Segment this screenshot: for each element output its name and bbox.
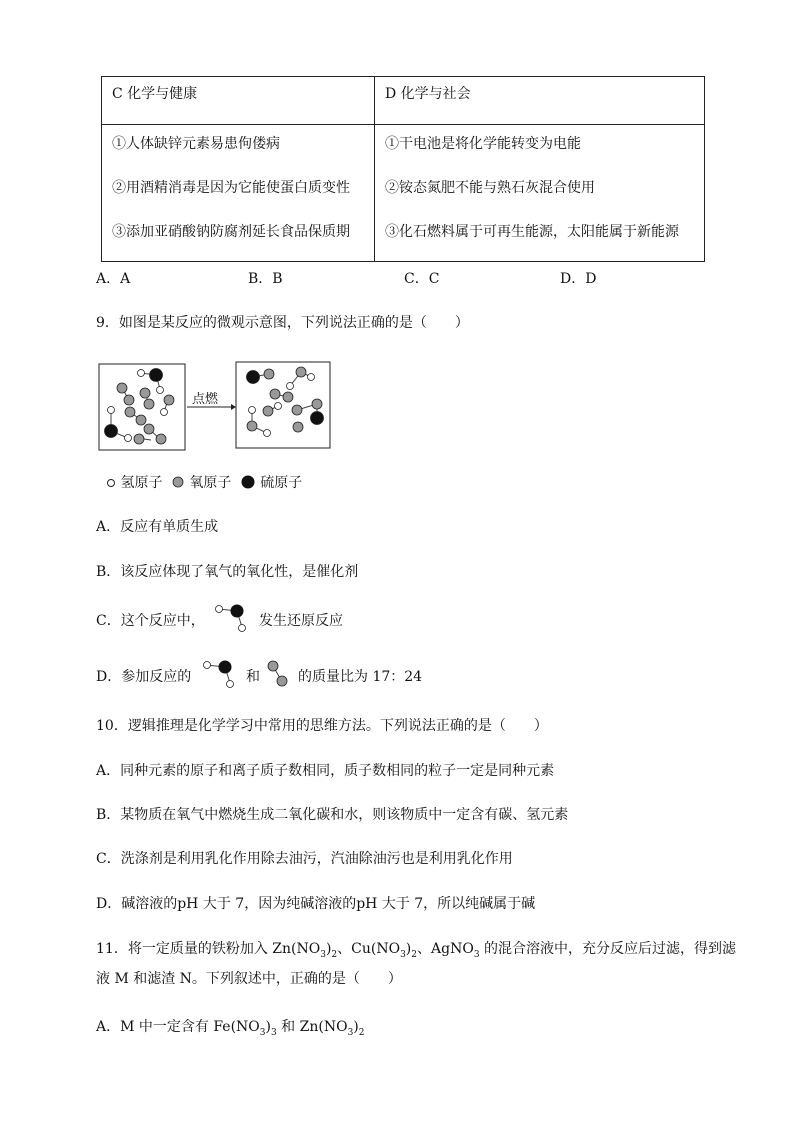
- q8-option-c[interactable]: C．C: [404, 271, 440, 287]
- subscript: 3: [400, 949, 406, 960]
- q8-table: [101, 76, 705, 262]
- legend-hydrogen-label: 氢原子: [120, 475, 163, 491]
- q10-option-a[interactable]: A．同种元素的原子和离子质子数相同，质子数相同的粒子一定是同种元素: [96, 763, 555, 779]
- oxygen-atom-icon: [312, 399, 322, 409]
- hydrogen-atom-icon: [106, 478, 116, 488]
- table-item: ③化石燃料属于可再生能源，太阳能属于新能源: [385, 224, 679, 240]
- oxygen-atom-icon: [292, 405, 302, 415]
- oxygen-atom-icon: [144, 424, 154, 434]
- q11-option-a-text: ): [353, 1019, 359, 1035]
- oxygen-atom-icon: [125, 407, 135, 417]
- oxygen-atom-icon: [136, 415, 146, 425]
- q9-option-d-suffix: 的质量比为 17：24: [298, 669, 423, 685]
- atom-legend: [106, 472, 302, 492]
- reaction-diagram-svg: [97, 360, 337, 454]
- subscript: 2: [358, 1027, 365, 1038]
- hydrogen-atom-icon: [249, 407, 256, 414]
- q9-option-d-and: 和: [246, 669, 260, 685]
- sulfur-atom-icon: [150, 369, 163, 382]
- legend-sulfur-label: 硫原子: [260, 475, 303, 491]
- q10-stem: 10．逻辑推理是化学学习中常用的思维方法。下列说法正确的是（ ）: [96, 718, 548, 734]
- q11-text: ): [325, 941, 332, 957]
- oxygen-atom-icon: [140, 388, 150, 398]
- q9-stem: 9．如图是某反应的微观示意图，下列说法正确的是（ ）: [96, 315, 469, 331]
- q9-option-b[interactable]: B．该反应体现了氧气的氧化性，是催化剂: [96, 564, 359, 580]
- sulfur-atom-icon: [311, 412, 324, 425]
- subscript: 3: [320, 949, 326, 960]
- q11-stem-line2: 液 M 和滤渣 N。下列叙述中，正确的是（ ）: [96, 971, 402, 987]
- table-cell-d: [375, 125, 705, 262]
- hydrogen-atom-icon: [308, 374, 315, 381]
- q11-option-a-text: 和 Zn(NO: [276, 1019, 348, 1035]
- q11-text: ): [405, 941, 412, 957]
- q11-text: 的混合溶液中，充分反应后过滤，得到滤: [479, 941, 736, 957]
- hydrogen-atom-icon: [125, 435, 132, 442]
- table-item: ②用酒精消毒是因为它能使蛋白质变性: [112, 180, 350, 196]
- oxygen-atom-icon: [156, 434, 166, 444]
- arrow-head: [231, 404, 236, 410]
- hydrogen-sulfide-molecule-icon: [200, 656, 240, 692]
- oxygen-atom-icon: [263, 406, 273, 416]
- hydrogen-atom-icon: [157, 387, 164, 394]
- sulfur-atom-icon: [240, 474, 256, 490]
- table-cell-c: [102, 125, 375, 262]
- oxygen-atom-icon: [117, 383, 127, 393]
- table-header-c: C 化学与健康: [102, 77, 375, 125]
- oxygen-atom-icon: [134, 434, 144, 444]
- oxygen-atom-icon: [247, 421, 257, 431]
- sulfur-atom-icon: [105, 425, 118, 438]
- table-item: ③添加亚硝酸钠防腐剂延长食品保质期: [112, 224, 350, 240]
- q11-text: 、AgNO: [417, 941, 474, 957]
- q11-option-a-text: ): [265, 1019, 271, 1035]
- q9-option-c[interactable]: [96, 610, 205, 630]
- q9-option-c-suffix: 发生还原反应: [259, 613, 343, 629]
- oxygen-atom-icon: [124, 395, 134, 405]
- q9-option-a[interactable]: A．反应有单质生成: [96, 519, 219, 535]
- q11-stem-line1: [96, 938, 736, 960]
- arrow-label: 点燃: [192, 392, 219, 407]
- hydrogen-atom-icon: [264, 430, 271, 437]
- q9-option-c-text: C．这个反应中，: [96, 613, 205, 629]
- q10-option-b[interactable]: B．某物质在氧气中燃烧生成二氧化碳和水，则该物质中一定含有碳、氢元素: [96, 807, 569, 823]
- q11-option-a-text: A．M 中一定含有 Fe(NO: [96, 1019, 260, 1035]
- oxygen-molecule-icon: [264, 658, 294, 692]
- table-header-d: D 化学与社会: [375, 77, 705, 125]
- oxygen-atom-icon: [283, 392, 293, 402]
- q8-option-d[interactable]: D．D: [560, 271, 597, 287]
- q10-option-d[interactable]: D．碱溶液的pH 大于 7，因为纯碱溶液的pH 大于 7，所以纯碱属于碱: [96, 896, 536, 912]
- subscript: 2: [331, 949, 338, 960]
- table-item: ①人体缺锌元素易患佝偻病: [112, 136, 280, 152]
- sulfur-atom-icon: [247, 371, 260, 384]
- q11-option-a[interactable]: [96, 1016, 365, 1038]
- q9-option-d-text: D．参加反应的: [96, 669, 192, 685]
- oxygen-atom-icon: [164, 395, 174, 405]
- oxygen-atom-icon: [293, 422, 303, 432]
- oxygen-atom-icon: [296, 367, 306, 377]
- table-item: ②铵态氮肥不能与熟石灰混合使用: [385, 180, 595, 196]
- q10-option-c[interactable]: C．洗涤剂是利用乳化作用除去油污，汽油除油污也是利用乳化作用: [96, 851, 513, 867]
- subscript: 3: [259, 1027, 266, 1038]
- q11-text: 11．将一定质量的铁粉加入 Zn(NO: [96, 941, 321, 957]
- q8-option-b[interactable]: B．B: [248, 271, 283, 287]
- hydrogen-atom-icon: [138, 370, 145, 377]
- oxygen-atom-icon: [144, 399, 154, 409]
- hydrogen-sulfide-molecule-icon: [212, 600, 252, 636]
- subscript: 3: [347, 1027, 354, 1038]
- hydrogen-atom-icon: [275, 403, 282, 410]
- oxygen-atom-icon: [270, 389, 280, 399]
- subscript: 3: [270, 1027, 277, 1038]
- oxygen-atom-icon: [171, 475, 185, 489]
- reaction-diagram: [97, 360, 337, 454]
- table-item: ①干电池是将化学能转变为电能: [385, 136, 581, 152]
- legend-oxygen-label: 氧原子: [189, 475, 232, 491]
- hydrogen-atom-icon: [287, 383, 294, 390]
- oxygen-atom-icon: [264, 369, 274, 379]
- q9-option-d[interactable]: [96, 666, 191, 686]
- hydrogen-atom-icon: [161, 409, 168, 416]
- hydrogen-atom-icon: [108, 407, 115, 414]
- subscript: 2: [411, 949, 417, 960]
- subscript: 3: [473, 949, 480, 960]
- q8-option-a[interactable]: A．A: [96, 271, 131, 287]
- q11-text: 、Cu(NO: [337, 941, 401, 957]
